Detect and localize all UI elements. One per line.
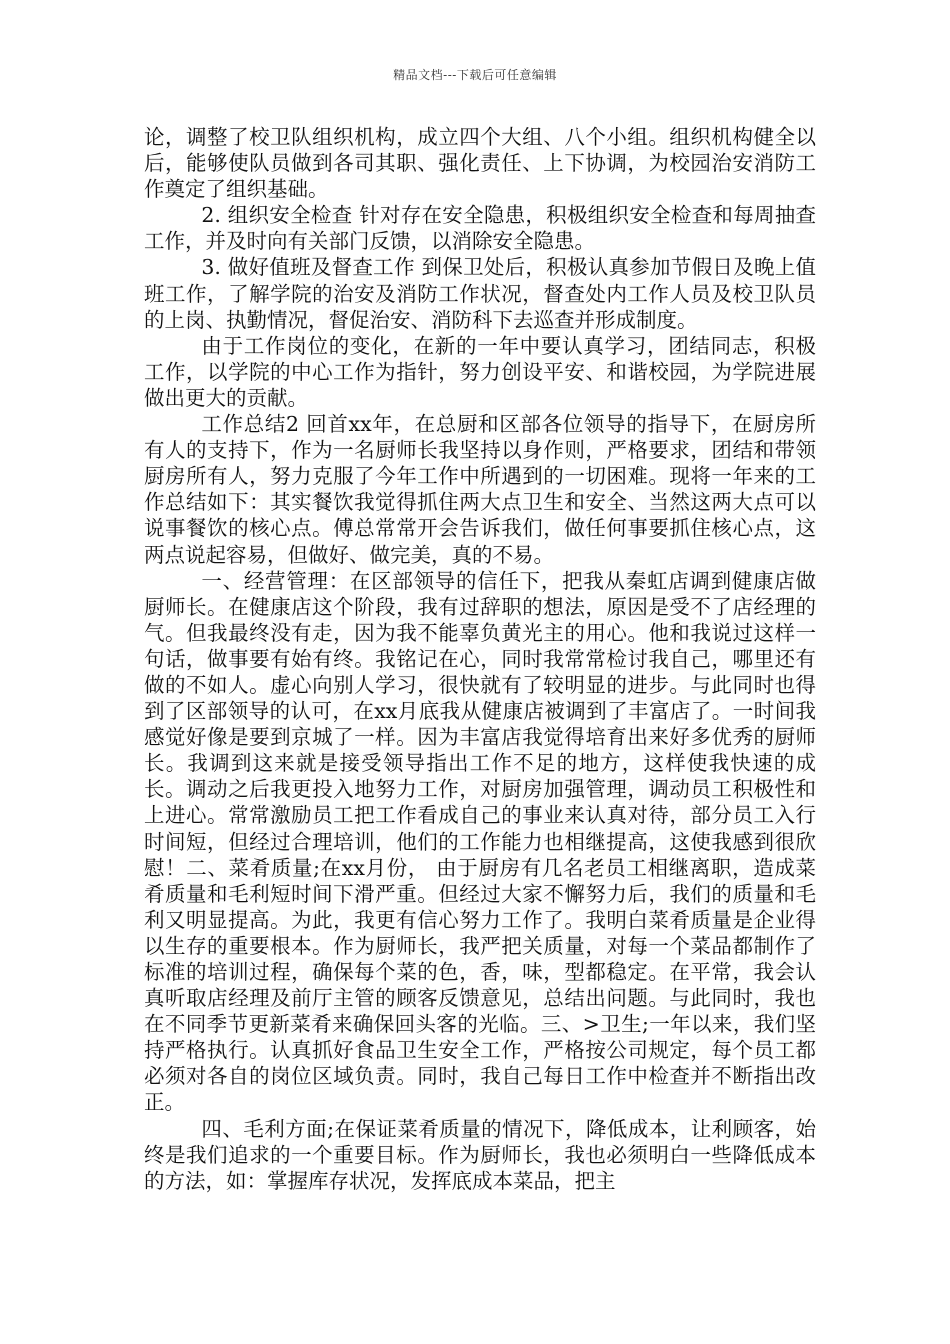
paragraph-3: 3. 做好值班及督查工作 到保卫处后，积极认真参加节假日及晚上值班工作，了解学院的治安及消防工作状况，督查处内工作人员及校卫队员的上岗、执勤情况，督促治安、消防科下去巡查并形成制度。 (144, 255, 816, 332)
paragraph-5: 工作总结2 回首xx年，在总厨和区部各位领导的指导下，在厨房所有人的支持下，作为一名厨师长我坚持以身作则，严格要求，团结和带领厨房所有人，努力克服了今年工作中所遇到的一切困难。现将一年来的工作总结如下：其实餐饮我觉得抓住两大点卫生和安全、当然这两大点可以说事餐饮的核心点。傅总常常开会告诉我们，做任何事要抓住核心点，这两点说起容易，但做好、做完美，真的不易。 (144, 412, 816, 567)
paragraph-2: 2. 组织安全检查 针对存在安全隐患，积极组织安全检查和每周抽查工作，并及时向有关部门反馈，以消除安全隐患。 (144, 203, 816, 254)
paragraph-1: 论，调整了校卫队组织机构，成立四个大组、八个小组。组织机构健全以后，能够使队员做到各司其职、强化责任、上下协调，为校园治安消防工作奠定了组织基础。 (144, 125, 816, 202)
paragraph-7: 四、毛利方面;在保证菜肴质量的情况下，降低成本，让利顾客，始终是我们追求的一个重要目标。作为厨师长，我也必须明白一些降低成本的方法，如：掌握库存状况，发挥底成本菜品，把主 (144, 1116, 816, 1193)
paragraph-6: 一、经营管理：在区部领导的信任下，把我从秦虹店调到健康店做厨师长。在健康店这个阶段，我有过辞职的想法，原因是受不了店经理的气。但我最终没有走，因为我不能辜负黄光主的用心。他和我说过这样一句话，做事要有始有终。我铭记在心，同时我常常检讨我自己，哪里还有做的不如人。虚心向别人学习，很快就有了较明显的进步。与此同时也得到了区部领导的认可，在xx月底我从健康店被调到了丰富店了。一时间我感觉好像是要到京城了一样。因为丰富店我觉得培育出来好多优秀的厨师长。我调到这来就是接受领导指出工作不足的地方，这样使我快速的成长。调动之后我更投入地努力工作，对厨房加强管理，调动员工积极性和上进心。常常激励员工把工作看成自己的事业来认真对待，部分员工入行时间短，但经过合理培训，他们的工作能力也相继提高，这使我感到很欣慰！二、菜肴质量;在xx月份， 由于厨房有几名老员工相继离职，造成菜肴质量和毛利短时间下滑严重。但经过大家不懈努力后，我们的质量和毛利又明显提高。为此，我更有信心努力工作了。我明白菜肴质量是企业得以生存的重要根本。作为厨师长，我严把关质量，对每一个菜品都制作了标准的培训过程，确保每个菜的色，香，味，型都稳定。在平常，我会认真听取店经理及前厅主管的顾客反馈意见，总结出问题。与此同时，我也在不同季节更新菜肴来确保回头客的光临。三、>卫生;一年以来，我们坚持严格执行。认真抓好食品卫生安全工作，严格按公司规定，每个员工都必须对各自的岗位区域负责。同时，我自己每日工作中检查并不断指出改正。 (144, 568, 816, 1115)
page-header: 精品文档---下载后可任意编辑 (393, 68, 557, 82)
paragraph-4: 由于工作岗位的变化，在新的一年中要认真学习，团结同志，积极工作，以学院的中心工作为指针，努力创设平安、和谐校园，为学院进展做出更大的贡献。 (144, 333, 816, 410)
document-body (144, 124, 816, 1194)
